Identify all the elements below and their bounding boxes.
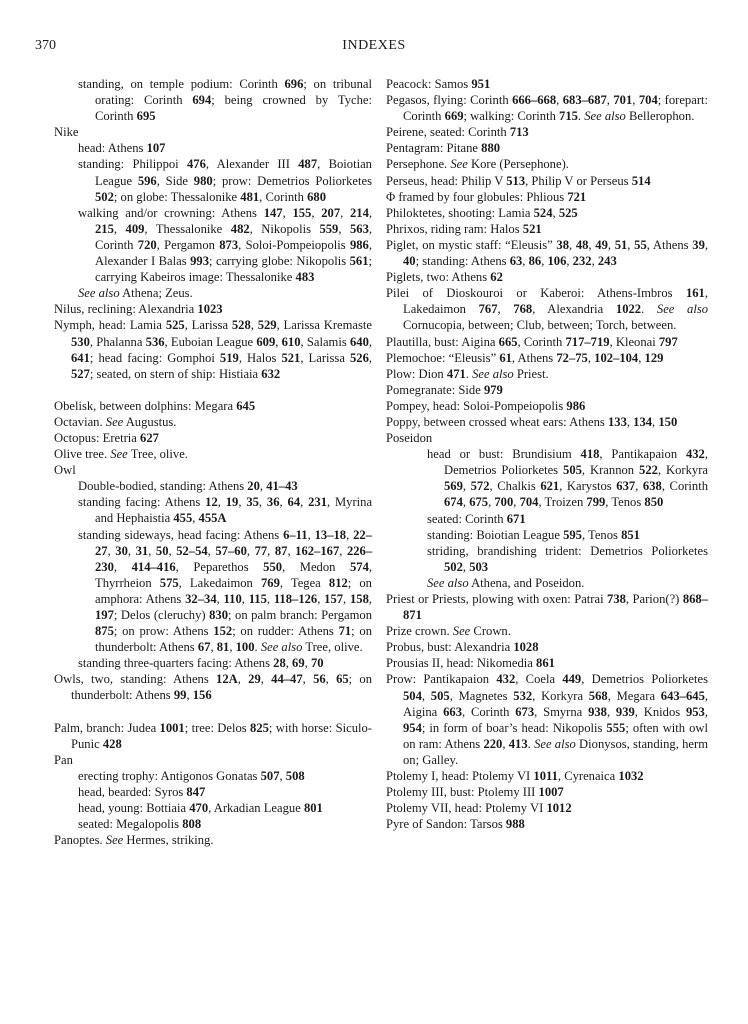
index-subentry: seated: Megalopolis 808 xyxy=(78,817,202,832)
index-entry: Pomegranate: Side 979 xyxy=(386,382,503,397)
index-subentry: standing facing: Athens 12, 19, 35, 36, 64, 231, Myrina and Hephaistia 455, 455A xyxy=(78,495,373,526)
index-subentry: standing, on temple podium: Corinth 696; on tribunal orating: Corinth 694; being crowned by Tyche: Corinth 695 xyxy=(78,77,372,124)
index-entry: Poppy, between crossed wheat ears: Athens 133, 134, 150 xyxy=(386,414,678,429)
index-subentry: head, bearded: Syros 847 xyxy=(78,784,206,799)
running-head: INDEXES xyxy=(342,38,406,53)
index-entry: Nike xyxy=(54,125,79,140)
index-subentry: See also Athena; Zeus. xyxy=(78,286,193,301)
index-entry: Priest or Priests, plowing with oxen: Patrai 738, Parion(?) 868–871 xyxy=(386,592,708,623)
index-subentry: standing sideways, head facing: Athens 6–11, 13–18, 22–27, 30, 31, 50, 52–54, 57–60, 77, 87, 162–167, 226–230, 414–416, Peparethos 550, Medon 574, Thyrrheion 575, Lakedaimon 769, Tegea 812; on amphora: Athens 32–34, 110, 115, 118–126, 157, 158, 197; Delos (cleruchy) 830; on palm branch: Pergamon 875; on prow: Athens 152; on rudder: Athens 71; on thunderbolt: Athens 67, 81, 100. See also Tree, olive. xyxy=(78,527,373,655)
index-column-left xyxy=(54,76,372,848)
index-entry: Nymph, head: Lamia 525, Larissa 528, 529, Larissa Kremaste 530, Phalanna 536, Euboian League 609, 610, Salamis 640, 641; head facing: Gomphoi 519, Halos 521, Larissa 526, 527; seated, on stern of ship: Histiaia 632 xyxy=(54,318,373,381)
index-entry: Pompey, head: Soloi-Pompeiopolis 986 xyxy=(386,398,586,413)
index-entry: Pan xyxy=(54,752,73,767)
index-entry: Plow: Dion 471. See also Priest. xyxy=(386,366,549,381)
index-subentry: standing: Philippoi 476, Alexander III 487, Boiotian League 596, Side 980; prow: Demetrios Poliorketes 502; on globe: Thessalonike 481, Corinth 680 xyxy=(78,157,372,204)
index-entry: Obelisk, between dolphins: Megara 645 xyxy=(54,398,256,413)
index-entry: Octavian. See Augustus. xyxy=(54,414,177,429)
index-entry: Perseus, head: Philip V 513, Philip V or Perseus 514 xyxy=(386,173,651,188)
index-entry: Palm, branch: Judea 1001; tree: Delos 825; with horse: Siculo-Punic 428 xyxy=(54,720,372,751)
index-subentry: head, young: Bottiaia 470, Arkadian League 801 xyxy=(78,801,323,816)
index-entry: Phrixos, riding ram: Halos 521 xyxy=(386,221,542,236)
page-number: 370 xyxy=(35,38,56,53)
index-entry: Piglet, on mystic staff: “Eleusis” 38, 48, 49, 51, 55, Athens 39, 40; standing: Athens 63, 86, 106, 232, 243 xyxy=(386,237,709,269)
index-entry: Ptolemy III, bust: Ptolemy III 1007 xyxy=(386,785,564,800)
index-entry: Octopus: Eretria 627 xyxy=(54,430,159,445)
index-entry: Φ framed by four globules: Phlious 721 xyxy=(386,189,587,204)
index-subentry: Double-bodied, standing: Athens 20, 41–43 xyxy=(78,479,298,494)
index-entry: Owl xyxy=(54,463,76,478)
index-entry: Poseidon xyxy=(386,431,433,446)
index-subentry: striding, brandishing trident: Demetrios Poliorketes 502, 503 xyxy=(427,543,708,574)
index-entry: Ptolemy I, head: Ptolemy VI 1011, Cyrenaica 1032 xyxy=(386,769,644,784)
index-entry: Prize crown. See Crown. xyxy=(386,624,511,639)
section-gap xyxy=(54,382,372,398)
index-subentry: standing: Boiotian League 595, Tenos 851 xyxy=(427,527,640,542)
index-entry: Ptolemy VII, head: Ptolemy VI 1012 xyxy=(386,801,572,816)
index-entry: Probus, bust: Alexandria 1028 xyxy=(386,640,539,655)
index-entry: Pilei of Dioskouroi or Kaberoi: Athens-Imbros 161, Lakedaimon 767, 768, Alexandria 1022. See also Cornucopia, between; Club, between; Torch, between. xyxy=(386,286,709,333)
index-subentry: See also Athena, and Poseidon. xyxy=(427,575,585,590)
index-column-right xyxy=(386,76,708,832)
section-gap xyxy=(54,704,372,720)
index-entry: Piglets, two: Athens 62 xyxy=(386,270,503,285)
index-entry: Peacock: Samos 951 xyxy=(386,77,491,91)
index-subentry: standing three-quarters facing: Athens 28, 69, 70 xyxy=(78,656,324,671)
index-entry: Prousias II, head: Nikomedia 861 xyxy=(386,656,555,671)
index-subentry: walking and/or crowning: Athens 147, 155, 207, 214, 215, 409, Thessalonike 482, Nikopolis 559, 563, Corinth 720, Pergamon 873, Soloi-Pompeiopolis 986, Alexander I Balas 993; carrying globe: Nikopolis 561; carrying Kabeiros image: Thessalonike 483 xyxy=(78,205,373,285)
index-entry: Plautilla, bust: Aigina 665, Corinth 717–719, Kleonai 797 xyxy=(386,334,678,349)
index-subentry: head or bust: Brundisium 418, Pantikapaion 432, Demetrios Poliorketes 505, Krannon 522, Korkyra 569, 572, Chalkis 621, Karystos 637, 638, Corinth 674, 675, 700, 704, Troizen 799, Tenos 850 xyxy=(427,447,709,510)
index-entry: Olive tree. See Tree, olive. xyxy=(54,447,188,462)
index-entry: Panoptes. See Hermes, striking. xyxy=(54,833,214,848)
index-entry: Pyre of Sandon: Tarsos 988 xyxy=(386,817,525,832)
index-subentry: seated: Corinth 671 xyxy=(427,511,526,526)
index-entry: Nilus, reclining: Alexandria 1023 xyxy=(54,302,223,317)
index-subentry: erecting trophy: Antigonos Gonatas 507, 508 xyxy=(78,768,305,783)
index-entry: Pegasos, flying: Corinth 666–668, 683–687, 701, 704; forepart: Corinth 669; walking: Corinth 715. See also Bellerophon. xyxy=(386,93,709,124)
index-entry: Prow: Pantikapaion 432, Coela 449, Demetrios Poliorketes 504, 505, Magnetes 532, Korkyra 568, Megara 643–645, Aigina 663, Corinth 673, Smyrna 938, 939, Knidos 953, 954; in form of boar’s head: Nikopolis 555; often with owl on ram: Athens 220, 413. See also Dionysos, standing, herm on; Galley. xyxy=(386,672,709,767)
index-entry: Pentagram: Pitane 880 xyxy=(386,141,501,156)
index-entry: Peirene, seated: Corinth 713 xyxy=(386,125,529,140)
index-subentry: head: Athens 107 xyxy=(78,141,166,156)
index-entry: Philoktetes, shooting: Lamia 524, 525 xyxy=(386,205,578,220)
index-entry: Owls, two, standing: Athens 12A, 29, 44–47, 56, 65; on thunderbolt: Athens 99, 156 xyxy=(54,672,373,703)
index-entry: Persephone. See Kore (Persephone). xyxy=(386,157,569,172)
index-entry: Plemochoe: “Eleusis” 61, Athens 72–75, 102–104, 129 xyxy=(386,350,664,365)
